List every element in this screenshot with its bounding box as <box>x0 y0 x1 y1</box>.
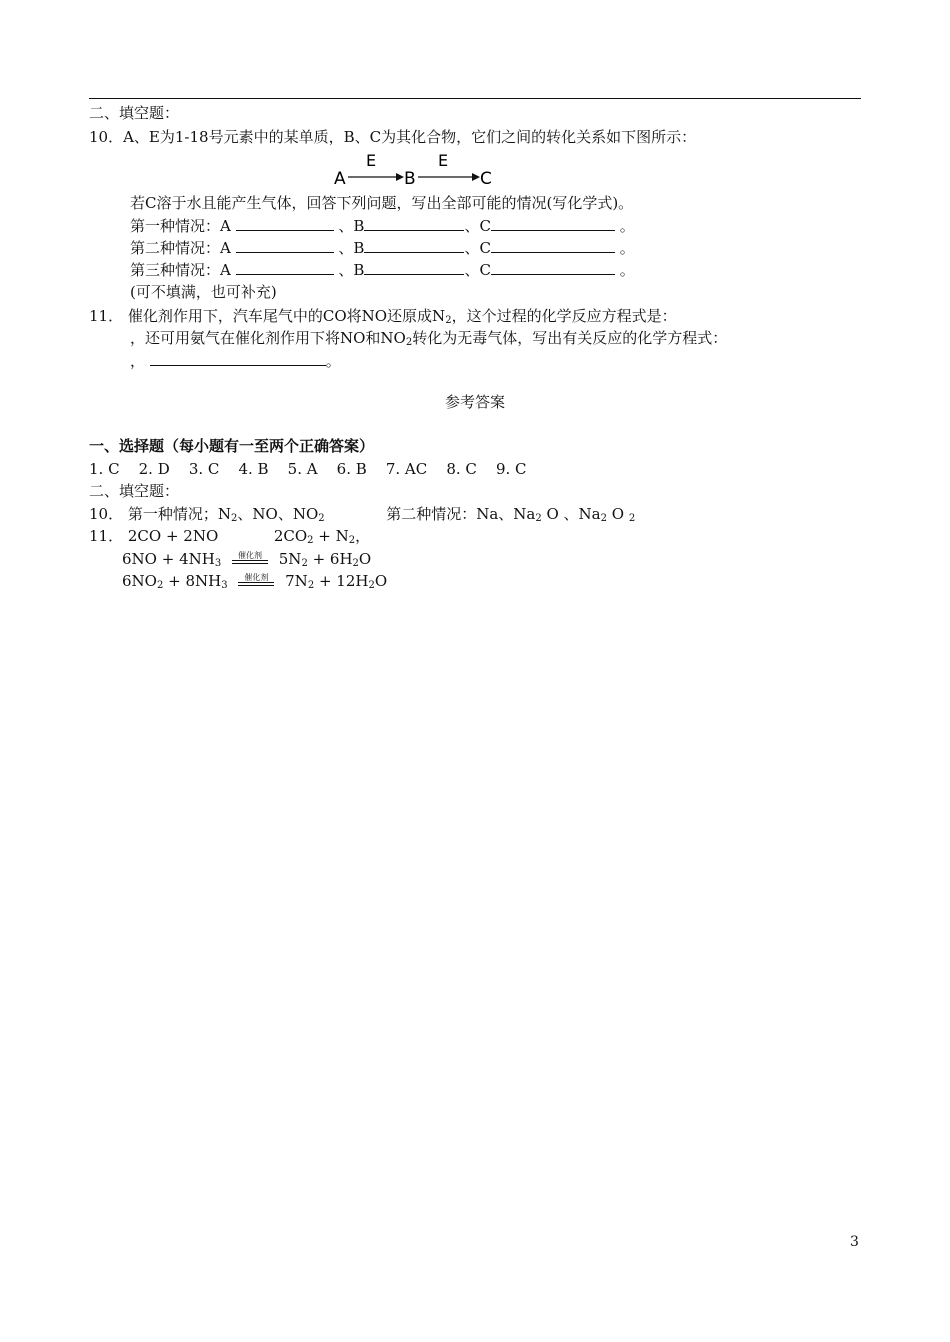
diagram-node-a: A <box>334 169 346 188</box>
header-rule <box>89 98 861 99</box>
catalyst-condition: 催化剂 <box>228 550 272 564</box>
q10-case-3: 第三种情况：A 、B 、C 。 <box>130 261 635 279</box>
catalyst-condition: 催化剂 <box>234 572 278 586</box>
q10-stem: 10．A、E为1-18号元素中的某单质，B、C为其化合物，它们之间的转化关系如下图所示： <box>89 128 697 146</box>
diagram-node-c: C <box>480 169 492 188</box>
answer-10: 10． 第一种情况；$N_2$、NO、$NO_2$ 第二种情况：Na、$Na_2$ O 、$Na_2$ O $_2$ <box>89 505 636 524</box>
answers-choice-title: 一、选择题（每小题有一至两个正确答案） <box>89 437 375 455</box>
conversion-diagram <box>330 150 500 188</box>
diagram-node-b: B <box>404 169 416 188</box>
q10-condition: 若C溶于水且能产生气体，回答下列问题，写出全部可能的情况(写化学式)。 <box>130 194 634 212</box>
answer-11-eq-3: $6NO_2 + 8NH_3$ 催化剂 $7N_2 + 12H_2O$ <box>122 572 388 591</box>
diagram-arrow-label-1: E <box>366 151 377 170</box>
answers-fill-title: 二、填空题： <box>89 482 180 500</box>
q10-case-1: 第一种情况：A 、B 、C 。 <box>130 217 635 235</box>
q11-line-3: ， 。 <box>130 352 341 370</box>
answers-title: 参考答案 <box>444 393 505 411</box>
q10-case-2: 第二种情况：A 、B 、C 。 <box>130 239 635 257</box>
answers-choice-list: 1. C 2. D 3. C 4. B 5. A 6. B 7. AC 8. C 9. C <box>89 460 527 478</box>
answer-11-eq-2: $6NO + 4NH_3$ 催化剂 $5N_2 + 6H_2O$ <box>122 550 372 569</box>
diagram-arrow-label-2: E <box>438 151 449 170</box>
section-fill-title: 二、填空题： <box>89 104 180 122</box>
answer-11-eq-1: 11． 2CO + 2NO $2CO_2 + N_2$， <box>89 527 371 546</box>
page-number: 3 <box>850 1234 859 1250</box>
q10-note: (可不填满，也可补充) <box>130 283 277 301</box>
q11-line-1: 11． 催化剂作用下，汽车尾气中的CO将NO还原成$N_2$，这个过程的化学反应方程式是： <box>89 307 677 326</box>
q11-line-2: ，还可用氨气在催化剂作用下将NO和$NO_2$转化为无毒气体，写出有关反应的化学方程式： <box>130 329 728 348</box>
